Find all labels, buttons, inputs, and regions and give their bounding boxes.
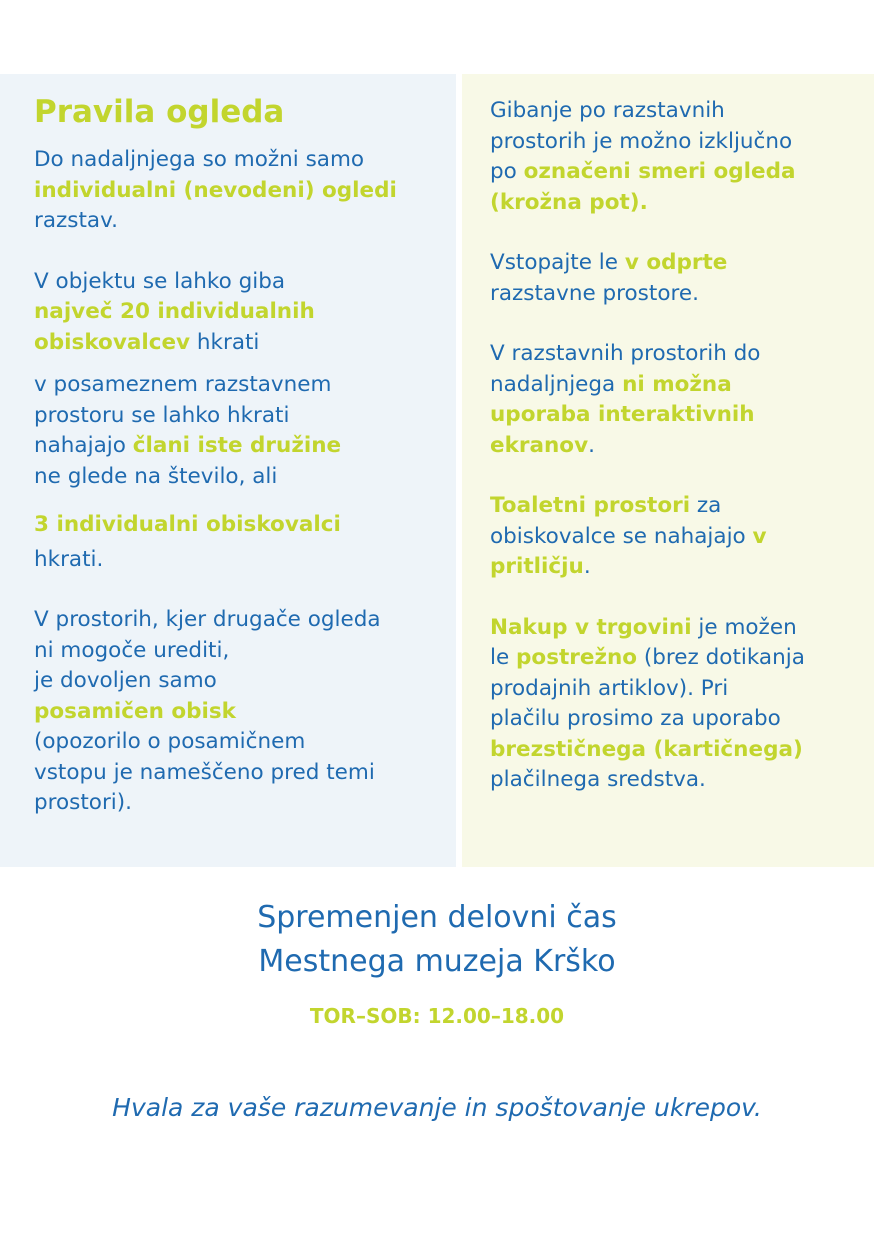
rule-text: razstavne prostore.	[490, 280, 699, 306]
rule-circular-path	[490, 96, 860, 218]
rule-text: Vstopajte le	[490, 250, 625, 275]
rule-highlight: pritličju	[490, 554, 584, 579]
rule-shop	[490, 613, 860, 796]
rule-text: .	[588, 432, 595, 458]
rule-text: ni mogoče urediti,	[34, 637, 230, 663]
rule-text: V razstavnih prostorih do	[490, 341, 761, 366]
rule-text: .	[583, 554, 591, 579]
rule-text: obiskovalce se nahajajo	[490, 523, 753, 549]
rule-highlight: brezstičnega (kartičnega)	[490, 736, 803, 762]
rule-text: vstopu je nameščeno pred temi	[34, 759, 375, 785]
rule-text: za	[690, 493, 722, 518]
rule-text: razstav.	[34, 208, 118, 234]
rule-highlight: individualni (nevodeni) ogledi	[34, 177, 397, 203]
rule-highlight: obiskovalcev	[34, 329, 191, 355]
rule-highlight: Toaletni prostori	[490, 493, 691, 518]
rule-max-visitors	[34, 267, 436, 359]
rule-text: po	[490, 159, 524, 184]
rule-single-visit	[34, 605, 436, 819]
rule-highlight: postrežno	[516, 645, 638, 670]
opening-hours: TOR–SOB: 12.00–18.00	[309, 1004, 565, 1028]
rule-text: prodajnih artiklov). Pri	[490, 675, 729, 701]
rule-text: ne glede na število, ali	[34, 463, 278, 489]
rule-text: (opozorilo o posamičnem	[34, 729, 306, 755]
rule-highlight: ni možna	[622, 371, 732, 397]
rules-panel-right	[462, 74, 874, 867]
rule-text: (brez dotikanja	[637, 645, 805, 670]
rule-text: prostori).	[34, 790, 132, 816]
rule-text: Gibanje po razstavnih	[490, 98, 725, 123]
rule-text: le	[490, 645, 517, 670]
rule-text: nadaljnjega	[490, 371, 623, 397]
rule-text: prostorih je možno izključno	[490, 128, 793, 154]
rule-highlight: označeni smeri ogleda	[523, 159, 796, 184]
rule-highlight: uporaba interaktivnih	[490, 402, 755, 427]
rule-toilets	[490, 491, 860, 583]
thank-you-note: Hvala za vaše razumevanje in spoštovanje ukrepov.	[112, 1093, 762, 1122]
rule-highlight: Nakup v trgovini	[490, 614, 692, 640]
rule-highlight: 3 individualni obiskovalci	[34, 512, 341, 538]
rule-text: prostoru se lahko hkrati	[34, 402, 290, 428]
rule-text: plačilnega sredstva.	[490, 767, 706, 792]
rule-highlight: ekranov	[490, 432, 589, 458]
rules-title: Pravila ogleda	[34, 94, 285, 130]
rule-highlight: največ 20 individualnih	[34, 299, 315, 325]
rule-highlight: posamičen obisk	[34, 698, 236, 724]
rule-text: je možen	[691, 614, 797, 640]
rule-highlight: v odprte	[624, 250, 728, 275]
rule-open-rooms	[490, 248, 860, 309]
rule-text: V objektu se lahko giba	[34, 268, 286, 294]
rule-family-members	[34, 370, 436, 492]
rule-three-visitors	[34, 510, 436, 575]
rule-text: plačilu prosimo za uporabo	[490, 706, 781, 731]
rule-highlight: v	[752, 523, 767, 549]
rule-text: Do nadaljnjega so možni samo	[34, 147, 365, 173]
rule-text: je dovoljen samo	[34, 668, 217, 694]
rule-highlight: (krožna pot).	[490, 189, 648, 215]
changed-hours-heading	[0, 896, 874, 984]
rule-text: V prostorih, kjer drugače ogleda	[34, 607, 381, 633]
rule-highlight: člani iste družine	[132, 433, 342, 459]
rule-individual-visits	[34, 145, 436, 237]
heading-line: Spremenjen delovni čas	[257, 900, 617, 935]
rule-text: v posameznem razstavnem	[34, 372, 332, 398]
heading-line: Mestnega muzeja Krško	[258, 944, 616, 979]
rule-no-screens	[490, 339, 860, 461]
rule-text: hkrati.	[34, 546, 104, 572]
rule-text: nahajajo	[34, 433, 133, 459]
rule-text: hkrati	[190, 329, 260, 355]
rules-panel-left	[0, 74, 456, 867]
